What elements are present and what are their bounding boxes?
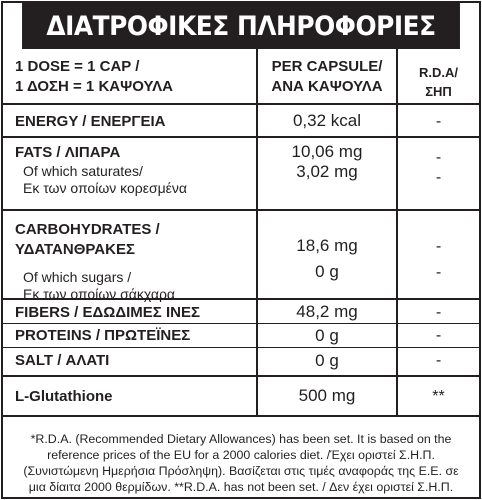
- carbs-label-line1: CARBOHYDRATES /: [15, 221, 160, 238]
- table-row-proteins: [3, 324, 479, 348]
- salt-label: SALT / ΑΛΑΤΙ: [3, 348, 258, 375]
- energy-value: 0,32 kcal: [258, 105, 398, 136]
- salt-rda: -: [435, 352, 442, 369]
- fats-sub-label-1: Of which saturates/: [23, 163, 143, 179]
- table-row-glutathione: [3, 377, 479, 417]
- dose-header-line1: 1 DOSE = 1 CAP /: [15, 58, 140, 75]
- fats-rda: -: [435, 149, 442, 166]
- fats-rda-cell: [398, 138, 479, 209]
- glutathione-label: L-Glutathione: [3, 377, 258, 415]
- carbs-label-cell: [3, 211, 258, 302]
- table-row-carbohydrates: [3, 211, 479, 300]
- fibers-label: FIBERS / ΕΔΩΔΙΜΕΣ ΙΝΕΣ: [3, 300, 258, 323]
- dose-header: [3, 49, 258, 103]
- table-row-salt: [3, 348, 479, 377]
- glutathione-value: 500 mg: [258, 377, 398, 415]
- carbs-sub-label-2: Εκ των οποίων σάκχαρα: [23, 286, 176, 302]
- rda-header-line1: R.D.A/: [419, 65, 458, 80]
- table-row-fats: [3, 138, 479, 211]
- nutrition-title: ΔΙΑΤΡΟΦΙΚΕΣ ΠΛΗΡΟΦΟΡΙΕΣ: [46, 10, 436, 42]
- carbs-sub-label-1: Of which sugars /: [23, 269, 132, 285]
- energy-label: ENERGY / ΕΝΕΡΓΕΙΑ: [3, 105, 258, 136]
- carbs-rda: -: [435, 238, 442, 255]
- footnote-line-2: reference prices of the EU for a 2000 calories diet. /Έχει οριστεί Σ.Η.Π.: [47, 448, 435, 462]
- nutrition-facts-panel: [1, 1, 481, 499]
- proteins-label: PROTEINS / ΠΡΩΤΕΪΝΕΣ: [3, 324, 258, 347]
- table-header-row: [3, 49, 479, 105]
- fats-label-cell: [3, 138, 258, 209]
- carbs-label-line2: ΥΔΑΤΑΝΘΡΑΚΕΣ: [15, 241, 135, 258]
- fats-sub-label-2: Εκ των οποίων κορεσμένα: [23, 180, 188, 196]
- footnote-line-3: (Συνιστώμενη Ημερήσια Πρόσληψη). Βασίζεται στις τιμές αναφοράς της Ε.Ε. σε: [23, 464, 459, 478]
- fats-label: FATS / ΛΙΠΑΡΑ: [15, 144, 121, 161]
- rda-header-line2: ΣΗΠ: [425, 84, 452, 99]
- fats-sub-value: 3,02 mg: [296, 162, 358, 181]
- footnote-line-4: μια δίαιτα 2000 θερμίδων. **R.D.A. has not been set. / Δεν έχει οριστεί Σ.Η.Π.: [28, 480, 454, 494]
- table-row-energy: [3, 105, 479, 138]
- proteins-rda: -: [435, 327, 442, 344]
- nutrition-title-bar: [22, 3, 460, 49]
- fats-value-cell: [258, 138, 398, 209]
- carbs-sub-value: 0 g: [315, 262, 339, 281]
- fibers-rda: -: [435, 304, 442, 321]
- carbs-value: 18,6 mg: [296, 236, 358, 255]
- table-row-fibers: [3, 300, 479, 324]
- rda-header: [398, 49, 479, 103]
- salt-value: 0 g: [258, 348, 398, 375]
- footnote: [3, 425, 479, 495]
- per-capsule-header-line1: PER CAPSULE/: [271, 58, 383, 75]
- carbs-value-cell: [258, 211, 398, 298]
- fats-sub-rda: -: [435, 169, 442, 186]
- footnote-line-1: *R.D.A. (Recommended Dietary Allowances) has been set. It is based on the: [30, 432, 452, 446]
- carbs-rda-cell: [398, 211, 479, 298]
- fats-value: 10,06 mg: [291, 142, 363, 161]
- energy-rda: -: [435, 113, 442, 130]
- per-capsule-header: [258, 49, 398, 103]
- fibers-value: 48,2 mg: [258, 300, 398, 323]
- per-capsule-header-line2: ΑΝΑ ΚΑΨΟΥΛΑ: [271, 78, 383, 95]
- dose-header-line2: 1 ΔΟΣΗ = 1 ΚΑΨΟΥΛΑ: [15, 78, 173, 95]
- proteins-value: 0 g: [258, 324, 398, 347]
- glutathione-rda: **: [432, 388, 445, 405]
- carbs-sub-rda: -: [435, 264, 442, 281]
